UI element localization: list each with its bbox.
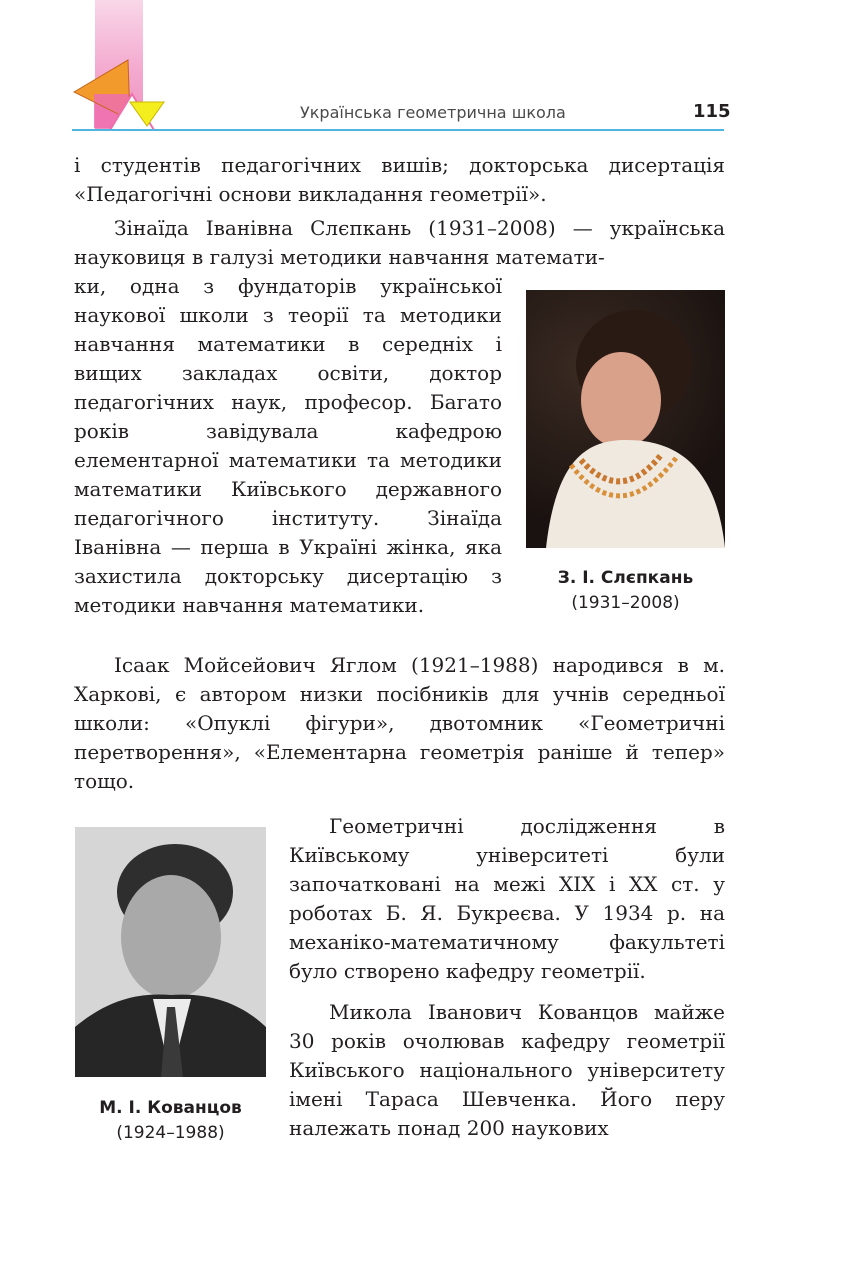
paragraph-text: Зінаїда Іванівна Слєпкань (1931–2008) — українська науковиця в галузі методики навчання математи- [74, 216, 725, 269]
kovantsov-portrait [75, 827, 266, 1077]
caption-name: М. І. Кованцов [99, 1098, 242, 1118]
running-title: Українська геометрична школа [300, 103, 566, 122]
page-number: 115 [693, 101, 731, 122]
paragraph-text: ки, одна з фундаторів української наукової школи з теорії та методики навчання математики в середніх і вищих закладах освіти, доктор педагогічних наук, професор. Багато років завідувала кафедрою елементарної математики та методики математики Київського державного педагогічного інституту. Зінаїда Іванівна — перша в Україні жінка, яка захистила докторську дисертацію з методики навчання математики. [74, 274, 502, 617]
caption-name: З. І. Слєпкань [557, 568, 694, 588]
triangles-logo-icon [72, 56, 167, 136]
paragraph-text: і студентів педагогічних вишів; докторська дисертація «Педагогічні основи викладання геометрії». [74, 153, 725, 206]
slepkan-caption [526, 566, 725, 616]
slepkan-portrait [526, 290, 725, 548]
paragraph-kyiv-university [289, 812, 725, 986]
caption-years: (1931–2008) [571, 593, 680, 613]
paragraph-text: Ісаак Мойсейович Яглом (1921–1988) народився в м. Харкові, є автором низки посібників для учнів середньої школи: «Опуклі фігури», двотомник «Геометричні перетворення», «Елементарна геометрія раніше й тепер» тощо. [74, 653, 725, 793]
paragraph-text: Геометричні дослідження в Київському університеті були започатковані на межі XIX і XX ст. у роботах Б. Я. Букреєва. У 1934 р. на механіко-математичному факультеті було створено кафедру геометрії. [289, 814, 725, 983]
paragraph-text: Микола Іванович Кованцов майже 30 років очолював кафедру геометрії Київського національного університету імені Тараса Шевченка. Його перу належать понад 200 наукових [289, 1000, 725, 1140]
paragraph-continuation [74, 151, 725, 209]
kovantsov-caption [75, 1096, 266, 1146]
paragraph-yaglom [74, 651, 725, 796]
paragraph-kovantsov [289, 998, 725, 1143]
paragraph-slepkan-lead [74, 214, 725, 272]
paragraph-slepkan-wrap [74, 272, 502, 620]
caption-years: (1924–1988) [116, 1123, 225, 1143]
header-rule [72, 129, 724, 131]
